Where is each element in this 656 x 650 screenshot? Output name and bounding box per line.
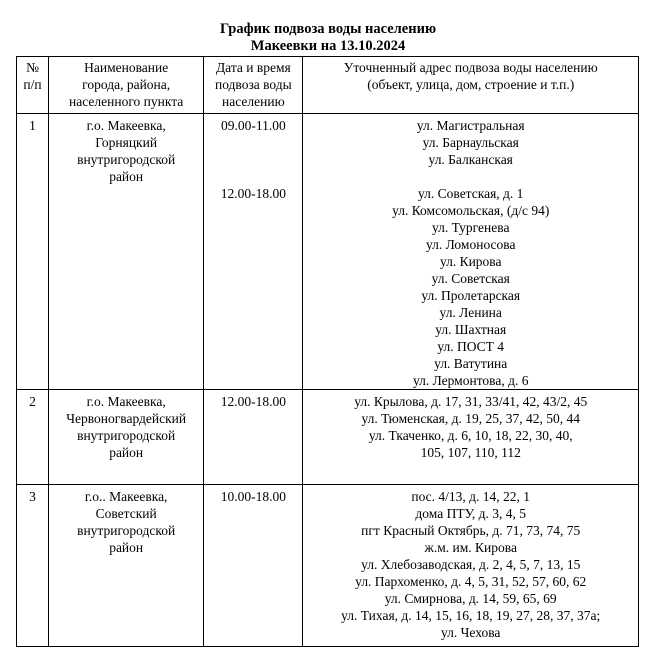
row-place: г.о.. Макеевка, Советский внутригородской район bbox=[49, 485, 204, 647]
address-line: ул. Ватутина bbox=[434, 356, 508, 371]
time-slot: 12.00-18.00 bbox=[220, 394, 286, 409]
row-number: 3 bbox=[17, 485, 49, 647]
header-number: № п/п bbox=[17, 57, 49, 114]
address-line: пос. 4/13, д. 14, 22, 1 bbox=[411, 489, 531, 504]
address-line: ул. Хлебозаводская, д. 2, 4, 5, 7, 13, 15 bbox=[361, 557, 581, 572]
table-header-row bbox=[17, 57, 639, 114]
title-line-1: График подвоза воды населению bbox=[219, 21, 437, 37]
address-line: ул. Чехова bbox=[441, 625, 501, 640]
address-line: ул. Тюменская, д. 19, 25, 37, 42, 50, 44 bbox=[361, 411, 580, 426]
row-number: 1 bbox=[17, 114, 49, 390]
title-line-2: Макеевки на 13.10.2024 bbox=[250, 38, 406, 54]
address-line: ул. Комсомольская, (д/с 94) bbox=[392, 203, 550, 218]
row-time bbox=[204, 114, 303, 390]
time-slot: 09.00-11.00 bbox=[220, 118, 286, 133]
row-addresses bbox=[303, 390, 639, 485]
address-line: ул. Пролетарская bbox=[421, 288, 521, 303]
address-line: ул. Смирнова, д. 14, 59, 65, 69 bbox=[384, 591, 557, 606]
time-slot: 12.00-18.00 bbox=[220, 186, 286, 201]
table-row bbox=[17, 485, 639, 647]
address-line: пгт Красный Октябрь, д. 71, 73, 74, 75 bbox=[361, 523, 581, 538]
address-line: ул. Лермонтова, д. 6 bbox=[412, 373, 529, 388]
row-time bbox=[204, 485, 303, 647]
address-line: ул. ПОСТ 4 bbox=[437, 339, 505, 354]
header-time: Дата и время подвоза воды населению bbox=[204, 57, 303, 114]
address-line: ул. Советская, д. 1 bbox=[418, 186, 524, 201]
table-row bbox=[17, 390, 639, 485]
address-line: ул. Ломоносова bbox=[425, 237, 516, 252]
header-address: Уточненный адрес подвоза воды населению (объект, улица, дом, строение и т.п.) bbox=[303, 57, 639, 114]
time-slot: 10.00-18.00 bbox=[220, 489, 286, 504]
row-addresses bbox=[303, 485, 639, 647]
row-addresses bbox=[303, 114, 639, 390]
table-row bbox=[17, 114, 639, 390]
address-line: ул. Шахтная bbox=[435, 322, 507, 337]
address-line: ул. Советская bbox=[431, 271, 510, 286]
address-line: ул. Барнаульская bbox=[422, 135, 519, 150]
row-place: г.о. Макеевка, Червоногвардейский внутригородской район bbox=[49, 390, 204, 485]
address-line: 105, 107, 110, 112 bbox=[420, 445, 521, 460]
address-line: ул. Магистральная bbox=[416, 118, 525, 133]
address-line: ул. Кирова bbox=[439, 254, 502, 269]
address-line: ул. Тихая, д. 14, 15, 16, 18, 19, 27, 28, 37, 37а; bbox=[341, 608, 601, 623]
header-place: Наименование города, района, населенного пункта bbox=[49, 57, 204, 114]
row-time bbox=[204, 390, 303, 485]
address-line: ул. Крылова, д. 17, 31, 33/41, 42, 43/2, 45 bbox=[354, 394, 588, 409]
address-line: ул. Ленина bbox=[439, 305, 502, 320]
address-line: ул. Балканская bbox=[428, 152, 513, 167]
water-schedule-table bbox=[16, 56, 639, 647]
address-line: ж.м. им. Кирова bbox=[424, 540, 517, 555]
address-line: ул. Ткаченко, д. 6, 10, 18, 22, 30, 40, bbox=[368, 428, 573, 443]
document-title bbox=[0, 21, 656, 55]
address-line: ул. Пархоменко, д. 4, 5, 31, 52, 57, 60, 62 bbox=[355, 574, 587, 589]
address-line: дома ПТУ, д. 3, 4, 5 bbox=[415, 506, 527, 521]
address-line: ул. Тургенева bbox=[431, 220, 510, 235]
row-number: 2 bbox=[17, 390, 49, 485]
row-place: г.о. Макеевка, Горняцкий внутригородской район bbox=[49, 114, 204, 390]
